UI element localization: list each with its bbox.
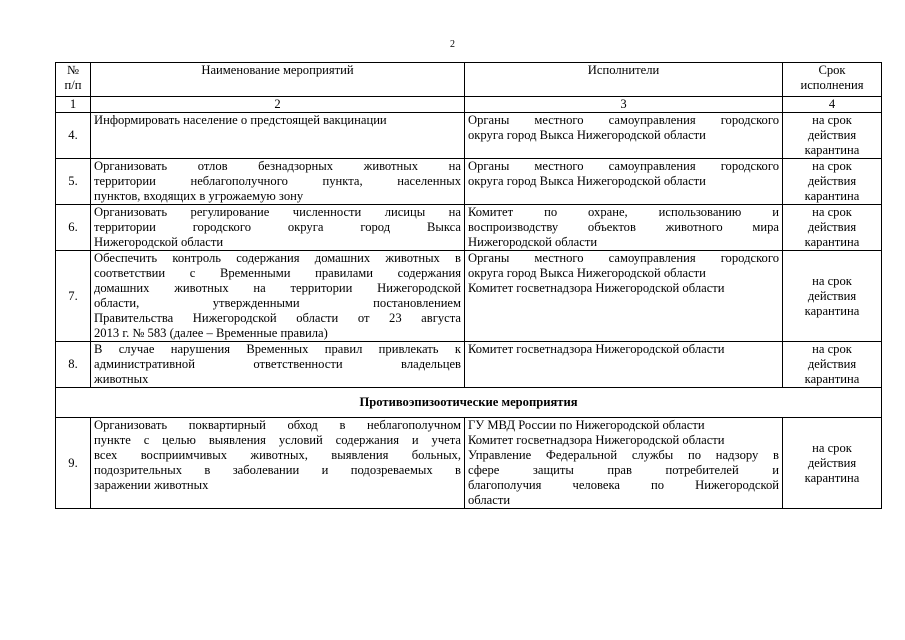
- term-line: действия: [807, 455, 857, 470]
- row-number: 8.: [56, 342, 91, 388]
- table-body-antiepizootic: [56, 418, 882, 509]
- term-line: на срок: [812, 205, 852, 219]
- text-line: сфере защиты прав потребителей и: [468, 463, 779, 477]
- text-line: Комитет госветнадзора Нижегородской области: [468, 342, 725, 356]
- text-line: территории городского округа город Выкса: [94, 220, 461, 234]
- table-row: [56, 418, 882, 509]
- measure-executors: [465, 342, 783, 388]
- table-header-row: [56, 63, 882, 97]
- text-line: Организовать поквартирный обход в неблагополучном: [94, 418, 461, 432]
- term-line: на срок: [812, 113, 852, 127]
- text-line: подозрительных в заболевании и подозреваемых в: [94, 463, 461, 477]
- column-index-row: [56, 97, 882, 113]
- col-index: 4: [783, 97, 882, 113]
- measure-executors: [465, 251, 783, 342]
- text-line: Нижегородской области: [94, 235, 224, 249]
- measure-name: [91, 251, 465, 342]
- text-line: пунктов, входящих в угрожаемую зону: [94, 189, 304, 203]
- term-line: карантина: [804, 470, 860, 485]
- row-number: 5.: [56, 159, 91, 205]
- text-line: округа город Выкса Нижегородской области: [468, 266, 706, 280]
- measure-name: [91, 159, 465, 205]
- measure-name: [91, 113, 465, 159]
- text-line: ГУ МВД России по Нижегородской области: [468, 418, 705, 432]
- text-line: Управление Федеральной службы по надзору в: [468, 448, 779, 462]
- text-line: В случае нарушения Временных правил привлекать к: [94, 342, 461, 356]
- measure-term: [783, 418, 882, 509]
- text-line: административной ответственности владельцев: [94, 357, 461, 371]
- col-index: 2: [91, 97, 465, 113]
- table-row: [56, 342, 882, 388]
- text-line: соответствии с Временными правилами содержания: [94, 266, 461, 280]
- measure-name: [91, 205, 465, 251]
- measure-name: [91, 418, 465, 509]
- row-number: 7.: [56, 251, 91, 342]
- term-line: на срок: [812, 273, 852, 288]
- term-line: карантина: [804, 303, 860, 318]
- table-row: [56, 159, 882, 205]
- text-line: животных: [94, 372, 149, 386]
- measure-executors: [465, 418, 783, 509]
- measure-term: [783, 342, 882, 388]
- text-line: Органы местного самоуправления городского: [468, 251, 779, 265]
- measure-term: [783, 205, 882, 251]
- text-line: Информировать население о предстоящей вакцинации: [94, 113, 387, 127]
- text-line: заражении животных: [94, 478, 209, 492]
- text-line: Комитет госветнадзора Нижегородской области: [468, 433, 725, 447]
- measure-term: [783, 113, 882, 159]
- term-line: карантина: [804, 372, 860, 386]
- term-line: на срок: [812, 342, 852, 356]
- text-line: всех восприимчивых животных, выявления больных,: [94, 448, 461, 462]
- header-name: Наименование мероприятий: [91, 63, 465, 97]
- header-executors: Исполнители: [465, 63, 783, 97]
- text-line: благополучия человека по Нижегородской: [468, 478, 779, 492]
- measure-name: [91, 342, 465, 388]
- text-line: Органы местного самоуправления городского: [468, 159, 779, 173]
- measure-executors: [465, 205, 783, 251]
- measure-executors: [465, 159, 783, 205]
- table-body-main: [56, 113, 882, 388]
- text-line: домашних животных на территории Нижегородской: [94, 281, 461, 295]
- term-line: действия: [807, 220, 857, 234]
- text-line: Организовать отлов безнадзорных животных на: [94, 159, 461, 173]
- term-line: действия: [807, 174, 857, 188]
- text-line: Организовать регулирование численности лисицы на: [94, 205, 461, 219]
- text-line: округа город Выкса Нижегородской области: [468, 128, 706, 142]
- text-line: 2013 г. № 583 (далее – Временные правила): [94, 326, 328, 340]
- text-line: области, утвержденными постановлением: [94, 296, 461, 310]
- measures-table: [55, 62, 882, 509]
- measure-executors: [465, 113, 783, 159]
- term-line: действия: [807, 288, 857, 303]
- text-line: Правительства Нижегородской области от 23 августа: [94, 311, 461, 325]
- text-line: Нижегородской области: [468, 235, 598, 249]
- measure-term: [783, 159, 882, 205]
- section-title: Противоэпизоотические мероприятия: [56, 388, 882, 418]
- text-line: Комитет госветнадзора Нижегородской области: [468, 281, 725, 295]
- page-number: 2: [450, 39, 455, 50]
- term-line: карантина: [804, 235, 860, 249]
- text-line: пункте с целью выявления условий содержания и учета: [94, 433, 461, 447]
- term-line: карантина: [804, 189, 860, 203]
- term-line: карантина: [804, 143, 860, 157]
- section-row: [56, 388, 882, 418]
- text-line: территории неблагополучного пункта, населенных: [94, 174, 461, 188]
- term-line: на срок: [812, 159, 852, 173]
- col-index: 1: [56, 97, 91, 113]
- row-number: 9.: [56, 418, 91, 509]
- term-line: действия: [807, 128, 857, 142]
- text-line: области: [468, 493, 511, 507]
- table-row: [56, 113, 882, 159]
- col-index: 3: [465, 97, 783, 113]
- section-row-group: [56, 388, 882, 418]
- text-line: Комитет по охране, использованию и: [468, 205, 779, 219]
- text-line: округа город Выкса Нижегородской области: [468, 174, 706, 188]
- term-line: на срок: [812, 440, 852, 455]
- text-line: Органы местного самоуправления городского: [468, 113, 779, 127]
- header-num: № п/п: [56, 63, 91, 97]
- table-row: [56, 205, 882, 251]
- measure-term: [783, 251, 882, 342]
- term-line: действия: [807, 357, 857, 371]
- text-line: воспроизводству объектов животного мира: [468, 220, 779, 234]
- header-term: Срок исполнения: [783, 63, 882, 97]
- text-line: Обеспечить контроль содержания домашних животных в: [94, 251, 461, 265]
- row-number: 4.: [56, 113, 91, 159]
- table-row: [56, 251, 882, 342]
- row-number: 6.: [56, 205, 91, 251]
